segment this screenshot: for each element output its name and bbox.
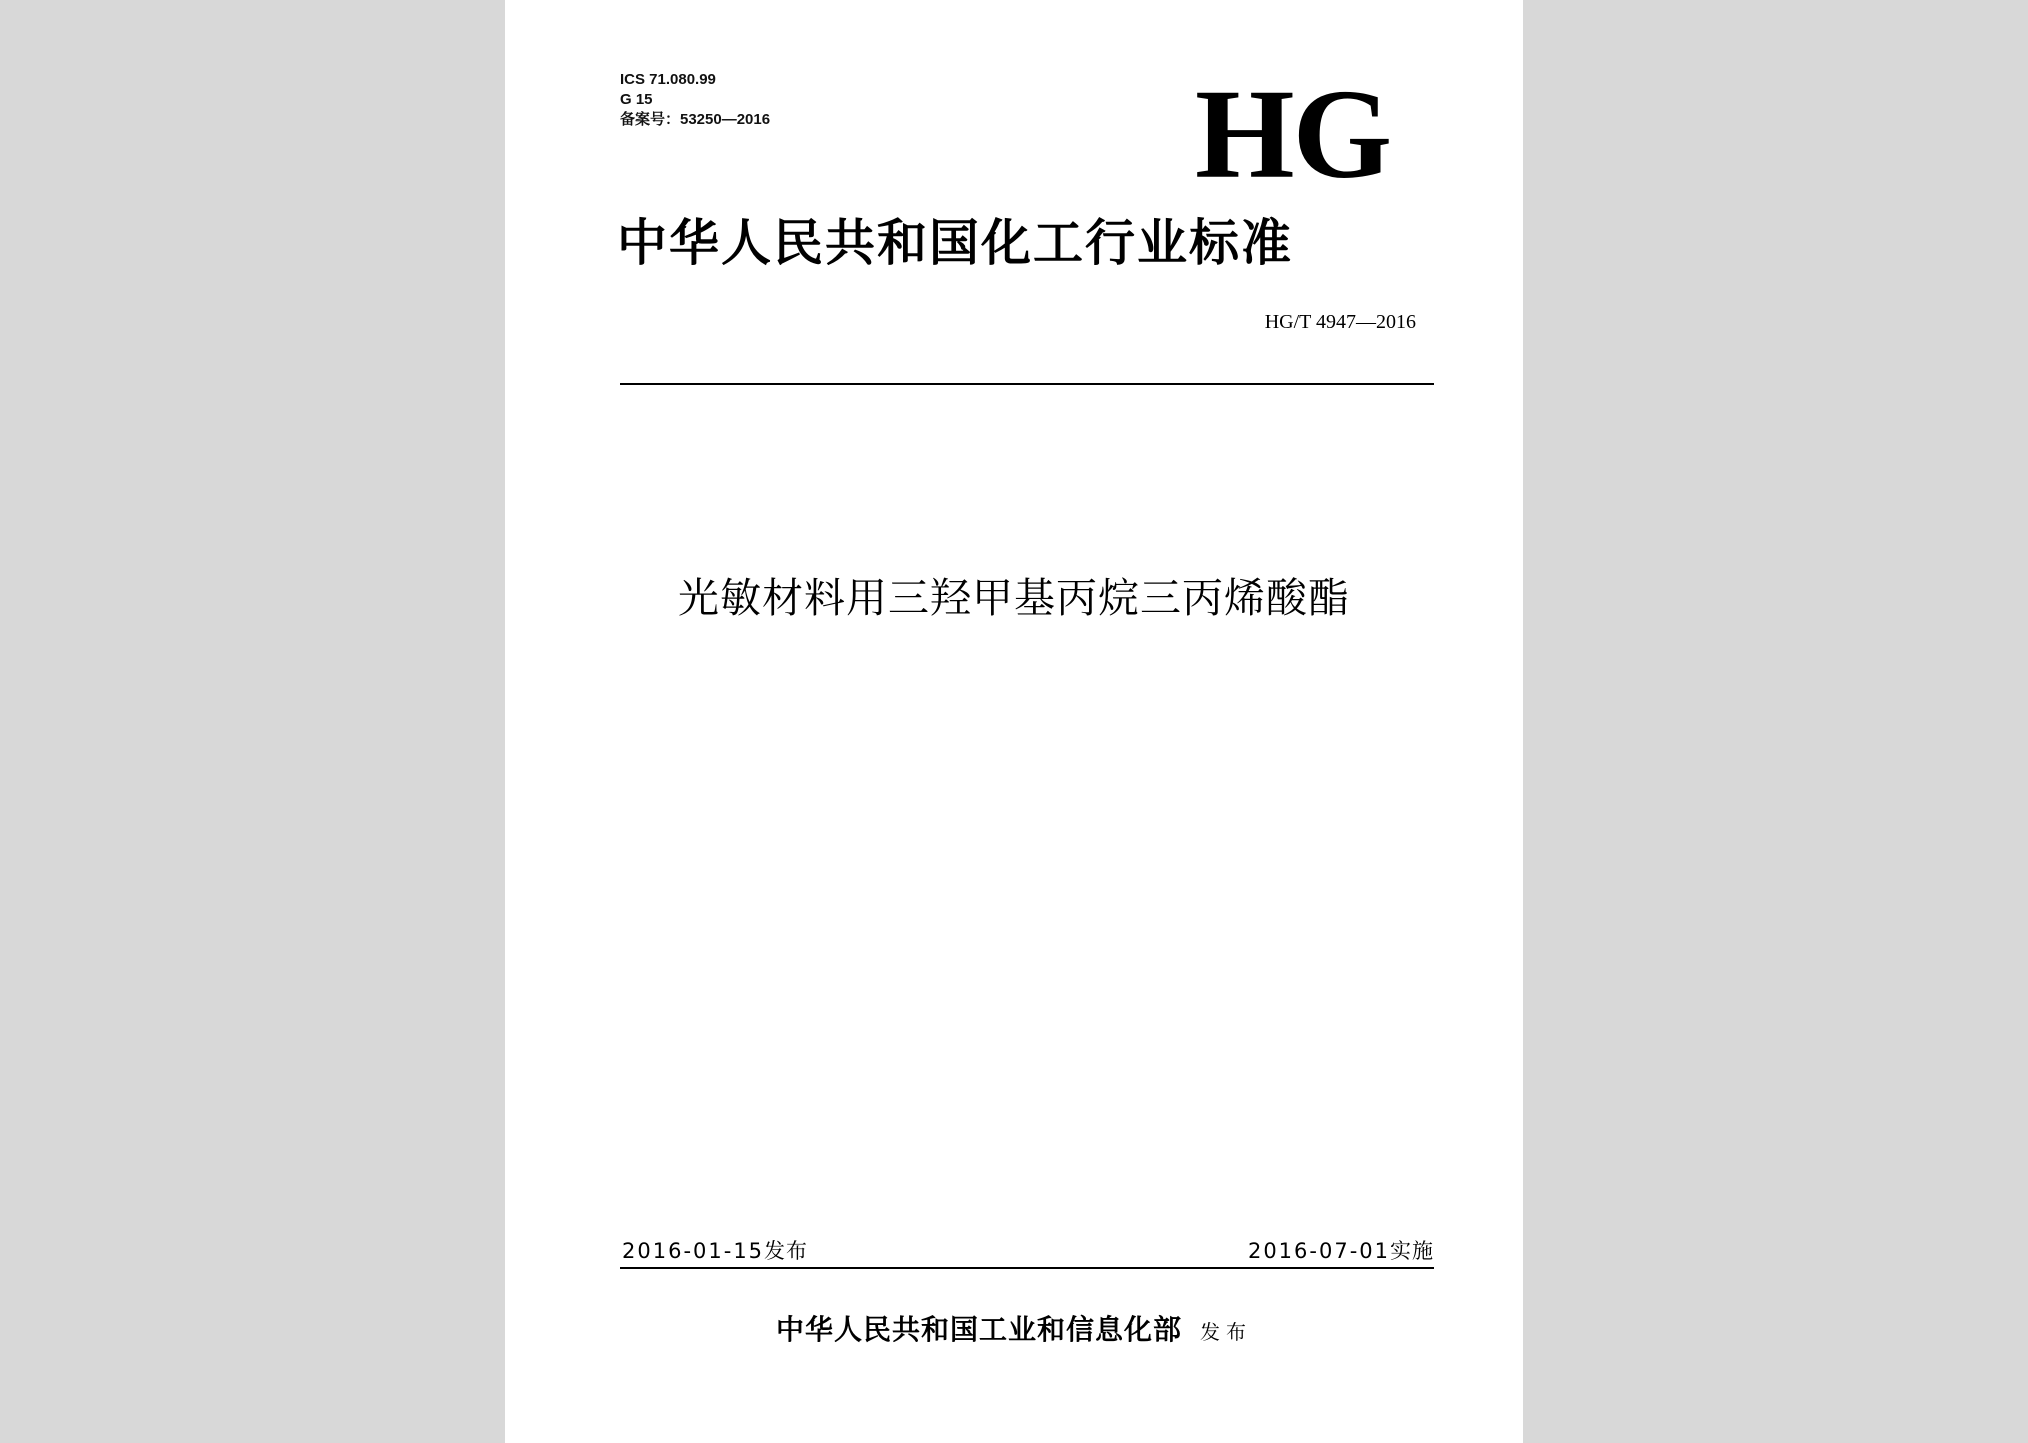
footer-divider	[620, 1267, 1434, 1269]
document-title: 光敏材料用三羟甲基丙烷三丙烯酸酯	[678, 574, 1350, 622]
implement-date-block	[1248, 1234, 1434, 1268]
implement-date: 2016-07-01	[1247, 1239, 1390, 1263]
filing-number: 备案号：53250—2016	[620, 111, 771, 128]
publish-date: 2016-01-15	[622, 1239, 765, 1263]
publisher-name: 中华人民共和国工业和信息化部	[775, 1313, 1182, 1346]
industry-standard-title: 中华人民共和国化工行业标准	[617, 214, 1293, 272]
classification-block	[620, 70, 770, 130]
date-row	[620, 1234, 1434, 1268]
publish-date-block	[622, 1234, 808, 1268]
publish-label: 发布	[764, 1239, 809, 1263]
ics-code: ICS 71.080.99	[620, 71, 716, 88]
publisher-line	[505, 1310, 1523, 1352]
hg-logo: HG	[1195, 63, 1391, 205]
header-divider	[620, 383, 1434, 385]
ccs-code: G 15	[620, 91, 653, 108]
publisher-action: 发布	[1200, 1320, 1252, 1344]
standard-number: HG/T 4947—2016	[1264, 311, 1416, 333]
document-page	[505, 0, 1523, 1443]
implement-label: 实施	[1390, 1239, 1434, 1263]
